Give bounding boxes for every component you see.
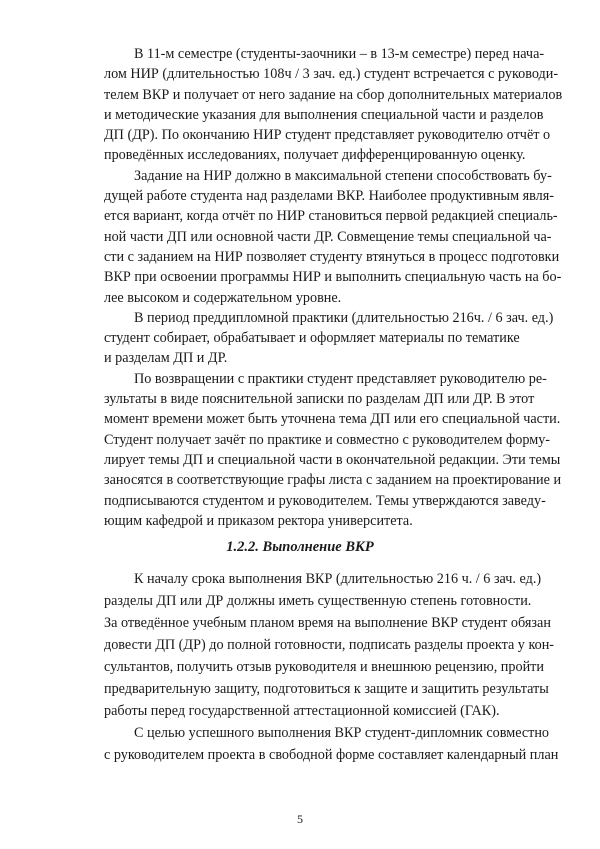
text-block-2 (104, 568, 559, 766)
text-line: дущей работе студента над разделами ВКР. Наиболее продуктивным явля- (104, 188, 554, 205)
text-line: телем ВКР и получает от него задание на сбор дополнительных материалов (104, 86, 563, 103)
text-line: предварительную защиту, подготовиться к защите и защитить результаты (104, 681, 549, 697)
paragraph (104, 44, 563, 166)
text-line: За отведённое учебным планом время на выполнение ВКР студент обязан (104, 615, 551, 631)
page-number: 5 (297, 812, 303, 826)
text-line: С целью успешного выполнения ВКР студент-дипломник совместно (134, 725, 550, 741)
text-line: момент времени может быть уточнена тема ДП или его специальной части. (104, 411, 561, 428)
text-line: и методические указания для выполнения специальной части и разделов (104, 106, 544, 123)
paragraph (104, 369, 562, 531)
text-line: зультаты в виде пояснительной записки по разделам ДП или ДР. В этот (104, 391, 535, 408)
text-block-1 (104, 44, 563, 531)
text-line: и разделам ДП и ДР. (104, 350, 228, 367)
text-line: довести ДП (ДР) до полной готовности, подписать разделы проекта у кон- (104, 637, 555, 653)
text-line: По возвращении с практики студент представляет руководителю ре- (134, 370, 547, 387)
text-line: Студент получает зачёт по практике и совместно с руководителем форму- (104, 431, 551, 448)
text-line: работы перед государственной аттестационной комиссией (ГАК). (104, 703, 500, 719)
text-line: лее высоком и содержательном уровне. (104, 289, 342, 306)
text-line: заносятся в соответствующие графы листа с заданием на проектирование и (104, 472, 562, 489)
text-line: Задание на НИР должно в максимальной степени способствовать бу- (134, 167, 552, 184)
text-line: разделы ДП или ДР должны иметь существенную степень готовности. (104, 593, 532, 609)
section-heading: 1.2.2. Выполнение ВКР (226, 539, 374, 555)
paragraph (104, 568, 555, 722)
text-line: ющим кафедрой и приказом ректора университета. (104, 512, 413, 529)
text-line: ДП (ДР). По окончанию НИР студент представляет руководителю отчёт о (104, 127, 551, 144)
text-line: лирует темы ДП и специальной части в окончательной редакции. Эти темы (104, 451, 561, 468)
text-line: проведённых исследованиях, получает дифференцированную оценку. (104, 147, 526, 164)
text-line: ВКР при освоении программы НИР и выполнить специальную часть на бо- (104, 269, 562, 286)
text-line: ной части ДП или основной части ДР. Совмещение темы специальной ча- (104, 228, 552, 245)
text-line: студент собирает, обрабатывает и оформляет материалы по тематике (104, 330, 520, 347)
text-line: с руководителем проекта в свободной форме составляет календарный план (104, 747, 559, 763)
text-line: В период преддипломной практики (длительностью 216ч. / 6 зач. ед.) (134, 309, 554, 326)
text-line: ется вариант, когда отчёт по НИР становиться первой редакцией специаль- (104, 208, 558, 225)
paragraph (104, 166, 562, 308)
text-line: К началу срока выполнения ВКР (длительностью 216 ч. / 6 зач. ед.) (134, 571, 542, 587)
paragraph (104, 722, 559, 766)
text-line: сультантов, получить отзыв руководителя и внешнюю рецензию, пройти (104, 659, 544, 675)
text-line: сти с заданием на НИР позволяет студенту втянуться в процесс подготовки (104, 248, 560, 265)
text-line: подписываются студентом и руководителем. Темы утверждаются заведу- (104, 492, 546, 509)
text-line: лом НИР (длительностью 108ч / 3 зач. ед.) студент встречается с руководи- (104, 66, 559, 83)
paragraph (104, 308, 554, 369)
text-line: В 11-м семестре (студенты-заочники – в 13-м семестре) перед нача- (134, 46, 545, 62)
